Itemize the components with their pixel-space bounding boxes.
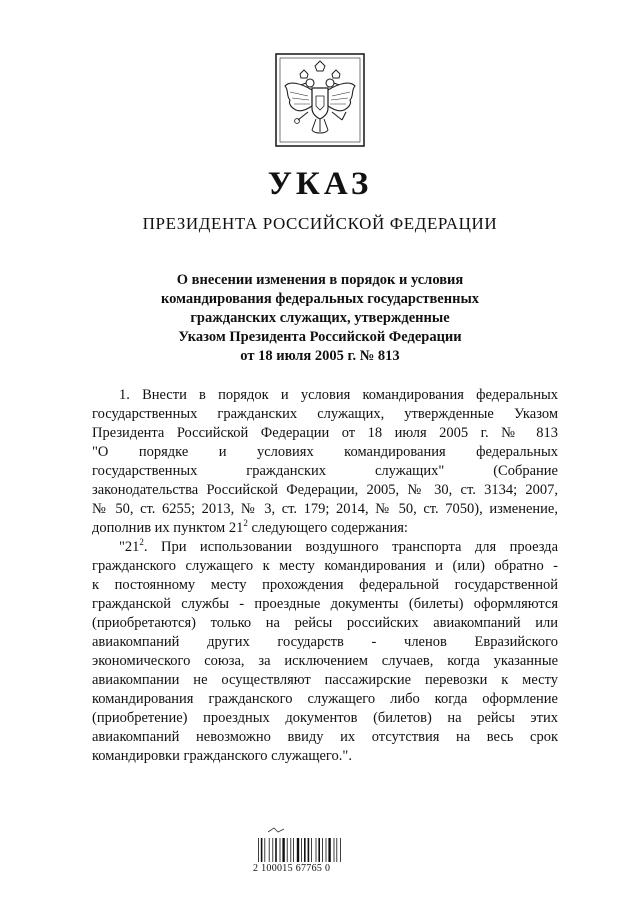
barcode-bar — [261, 838, 263, 862]
barcode-bar — [328, 838, 330, 862]
decree-title — [100, 271, 540, 366]
decree-title-line: от 18 июля 2005 г. № 813 — [240, 348, 400, 364]
barcode-bar — [290, 838, 291, 862]
barcode-bar — [287, 838, 288, 862]
body-text-line: гражданской службы - проездные документы (билеты) оформляются — [92, 596, 558, 612]
barcode-bar — [316, 838, 317, 862]
document-type-heading: УКАЗ — [267, 166, 373, 202]
barcode-bar — [275, 838, 277, 862]
superscript: 2 — [243, 519, 248, 529]
body-text-line: экономического союза, за исключением случаев, когда указанные — [92, 653, 558, 669]
barcode-bar — [304, 838, 306, 862]
issuer-heading: ПРЕЗИДЕНТА РОССИЙСКОЙ ФЕДЕРАЦИИ — [142, 214, 498, 233]
text-fragment: следующего содержания: — [247, 520, 408, 536]
body-text-line — [92, 538, 558, 557]
body-text-line: Президента Российской Федерации от 18 июля 2005 г. № 813 — [92, 425, 558, 441]
barcode-bar — [308, 838, 310, 862]
body-text-line — [92, 519, 558, 538]
barcode-bar — [258, 838, 259, 862]
decree-title-line: гражданских служащих, утвержденные — [190, 310, 450, 326]
barcode-bar — [336, 838, 337, 862]
body-text-line: государственных гражданских служащих" (Собрание — [92, 463, 558, 479]
body-text-line: к постоянному месту прохождения федеральной государственной — [92, 577, 558, 593]
body-text-line: (приобретение) проездных документов (билетов) на рейсы этих — [92, 710, 558, 726]
text-fragment: "21 — [119, 539, 140, 555]
barcode-image — [250, 826, 360, 886]
body-text-line: гражданского служащего к месту командирования и (или) обратно - — [92, 558, 558, 574]
barcode-bar — [326, 838, 327, 862]
barcode-bar — [297, 838, 299, 862]
text-fragment: дополнив их пунктом 21 — [92, 520, 244, 536]
body-text-line: 1. Внести в порядок и условия командирования федеральных — [119, 387, 558, 403]
barcode-bar — [322, 838, 323, 862]
decree-title-line: Указом Президента Российской Федерации — [178, 329, 462, 345]
decree-title-line: О внесении изменения в порядок и условия — [176, 272, 464, 288]
superscript: 2 — [139, 538, 144, 548]
barcode-bar — [280, 838, 281, 862]
barcode-bar — [318, 838, 320, 862]
coat-of-arms-emblem — [272, 50, 368, 150]
body-text-line: законодательства Российской Федерации, 2005, № 30, ст. 3134; 2007, — [92, 482, 558, 498]
barcode-bar — [334, 838, 335, 862]
barcode-bar — [311, 838, 312, 862]
body-text-line: № 50, ст. 6255; 2013, № 3, ст. 179; 2014, № 50, ст. 7050), изменение, — [92, 501, 558, 517]
body-text-line: "О порядке и условиях командирования федеральных — [92, 444, 558, 460]
barcode-bar — [269, 838, 270, 862]
text-fragment: . При использовании воздушного транспорта для проезда — [143, 539, 558, 555]
barcode-bar — [282, 838, 284, 862]
barcode-bar — [264, 838, 265, 862]
barcode-bar — [301, 838, 302, 862]
body-text-line: авиакомпании не осуществляют пассажирские перевозки к месту — [92, 672, 558, 688]
barcode-bar — [293, 838, 294, 862]
decree-body — [92, 386, 558, 766]
body-text-line: авиакомпаний других государств - членов Евразийского — [92, 634, 558, 650]
barcode-bar — [272, 838, 273, 862]
body-text-line: государственных гражданских служащих, утвержденные Указом — [92, 406, 558, 422]
barcode-bar — [340, 838, 341, 862]
body-text-line: командирования гражданского служащего либо когда оформление — [92, 691, 558, 707]
body-text-line: командировки гражданского служащего.". — [92, 748, 352, 764]
barcode-mark — [268, 828, 284, 832]
body-text-line: авиакомпаний невозможно ввиду их отсутствия на весь срок — [92, 729, 558, 745]
barcode-digits: 2 100015 67765 0 — [253, 863, 331, 874]
decree-title-line: командирования федеральных государственных — [160, 291, 480, 307]
body-text-line: (приобретаются) только на рейсы российских авиакомпаний или — [92, 615, 558, 631]
